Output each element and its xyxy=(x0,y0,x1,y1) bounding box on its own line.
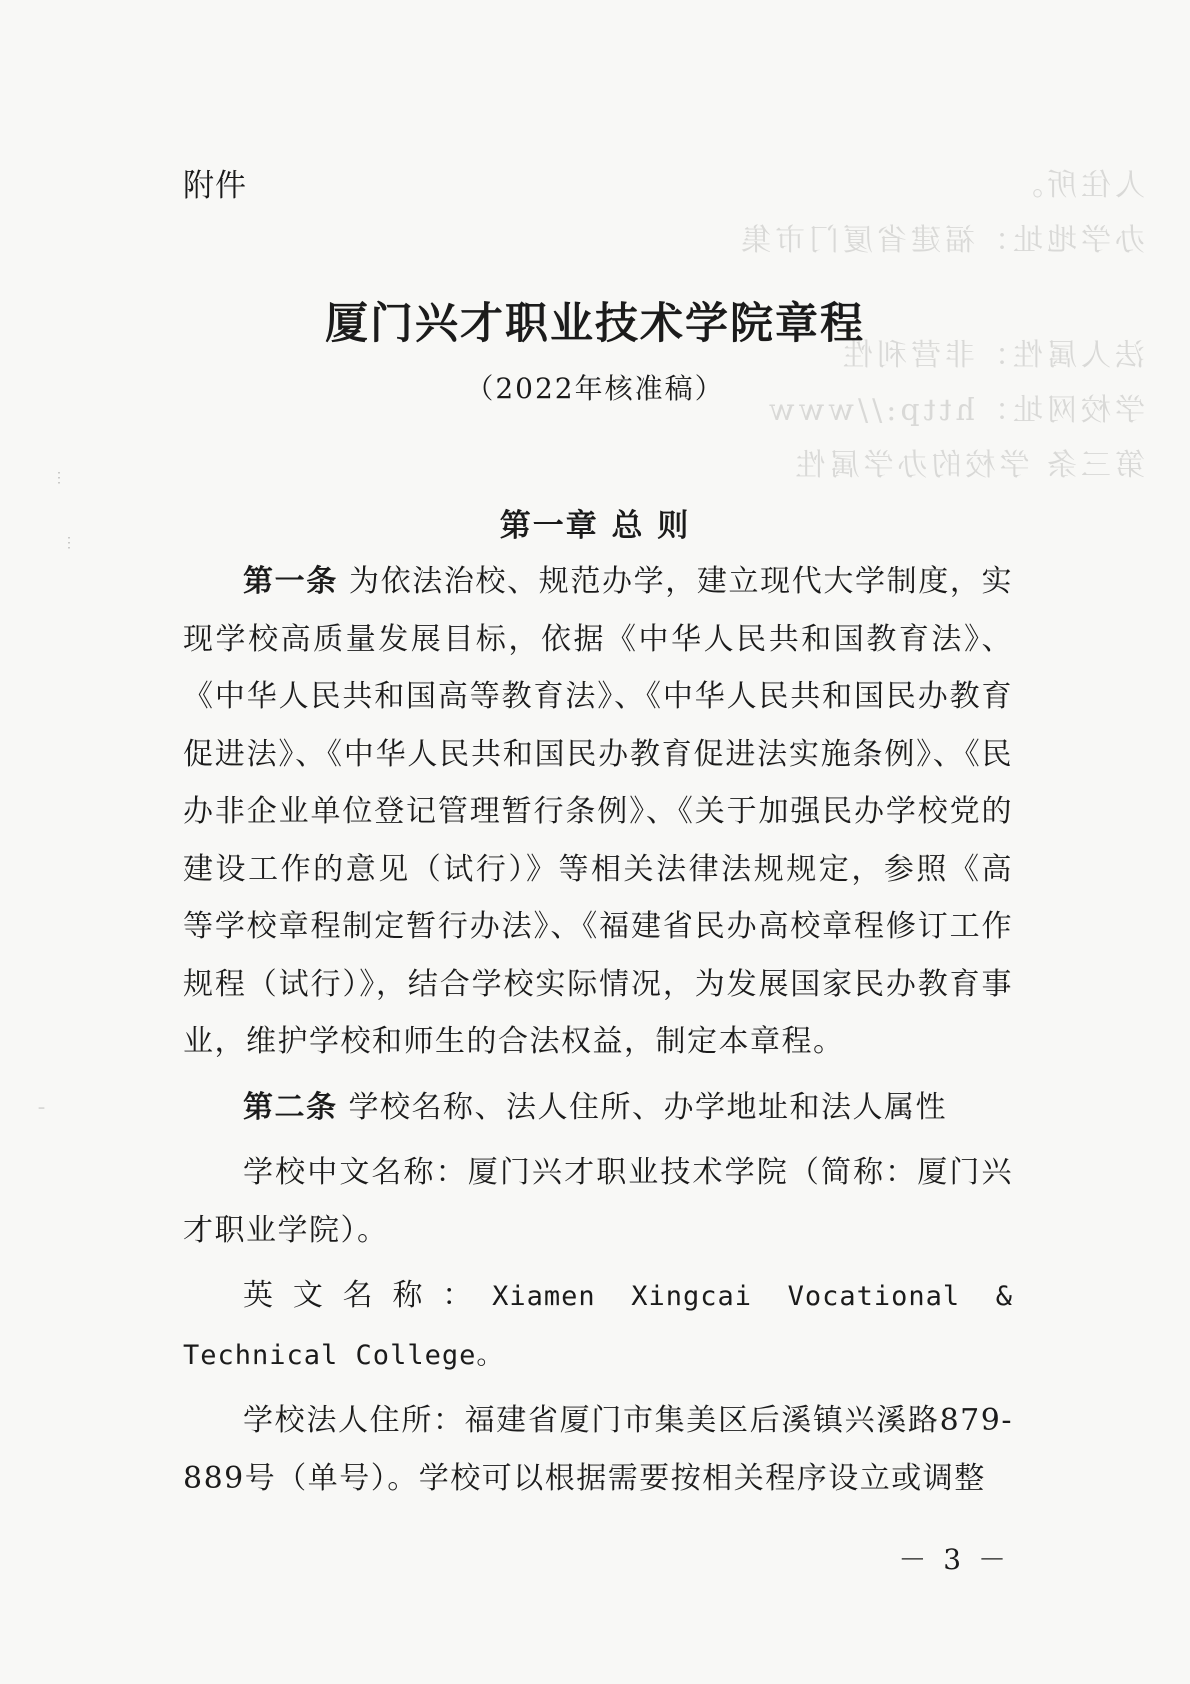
bleed-through-text: 学校网址：http://www xyxy=(765,393,1145,428)
document-body xyxy=(183,553,1013,1515)
residence-paragraph: 学校法人住所：福建省厦门市集美区后溪镇兴溪路879-889号（单号）。学校可以根据需要按相关程序设立或调整 xyxy=(183,1403,1013,1496)
document-subtitle: （2022年核准稿） xyxy=(465,372,725,405)
bleed-through-text: 法人属性：非营利性 xyxy=(839,338,1145,373)
article-2 xyxy=(183,1079,1013,1137)
chapter-heading: 第一章 总 则 xyxy=(499,508,691,544)
english-name-paragraph xyxy=(183,1267,1013,1384)
bleed-through-text: 人住所。 xyxy=(1009,168,1145,203)
bleed-through-text: 第三条 学校的办学属性 xyxy=(791,448,1145,483)
document-title: 厦门兴才职业技术学院章程 xyxy=(325,299,865,349)
page-number: － 3 － xyxy=(898,1543,1010,1576)
article-label: 第二条 xyxy=(243,1089,338,1125)
article-label: 第一条 xyxy=(243,564,338,599)
article-text: 为依法治校、规范办学，建立现代大学制度，实现学校高质量发展目标，依据《中华人民共和国教育法》、《中华人民共和国高等教育法》、《中华人民共和国民办教育促进法》、《中华人民共和国民办教育促进法实施条例》、《民办非企业单位登记管理暂行条例》、《关于加强民办学校党的建设工作的意见（试行）》等相关法律法规规定，参照《高等学校章程制定暂行办法》、《福建省民办高校章程修订工作规程（试行）》，结合学校实际情况，为发展国家民办教育事业，维护学校和师生的合法权益，制定本章程。 xyxy=(183,564,1014,1059)
scan-mark: – xyxy=(38,1100,45,1116)
article-text: 学校名称、法人住所、办学地址和法人属性 xyxy=(348,1089,948,1125)
chinese-name-paragraph: 学校中文名称：厦门兴才职业技术学院（简称：厦门兴才职业学院）。 xyxy=(183,1155,1013,1248)
attachment-label: 附件 xyxy=(183,168,247,204)
english-name-value: Xiamen Xingcai Vocational & Technical College。 xyxy=(183,1281,1013,1371)
scan-mark: ⋮ xyxy=(52,470,66,486)
scan-mark: ⋮ xyxy=(62,535,76,551)
article-1 xyxy=(183,553,1013,1071)
bleed-through-text: 办学地址：福建省厦门市集 xyxy=(737,223,1145,258)
english-name-prefix: 英文名称： xyxy=(243,1278,493,1313)
